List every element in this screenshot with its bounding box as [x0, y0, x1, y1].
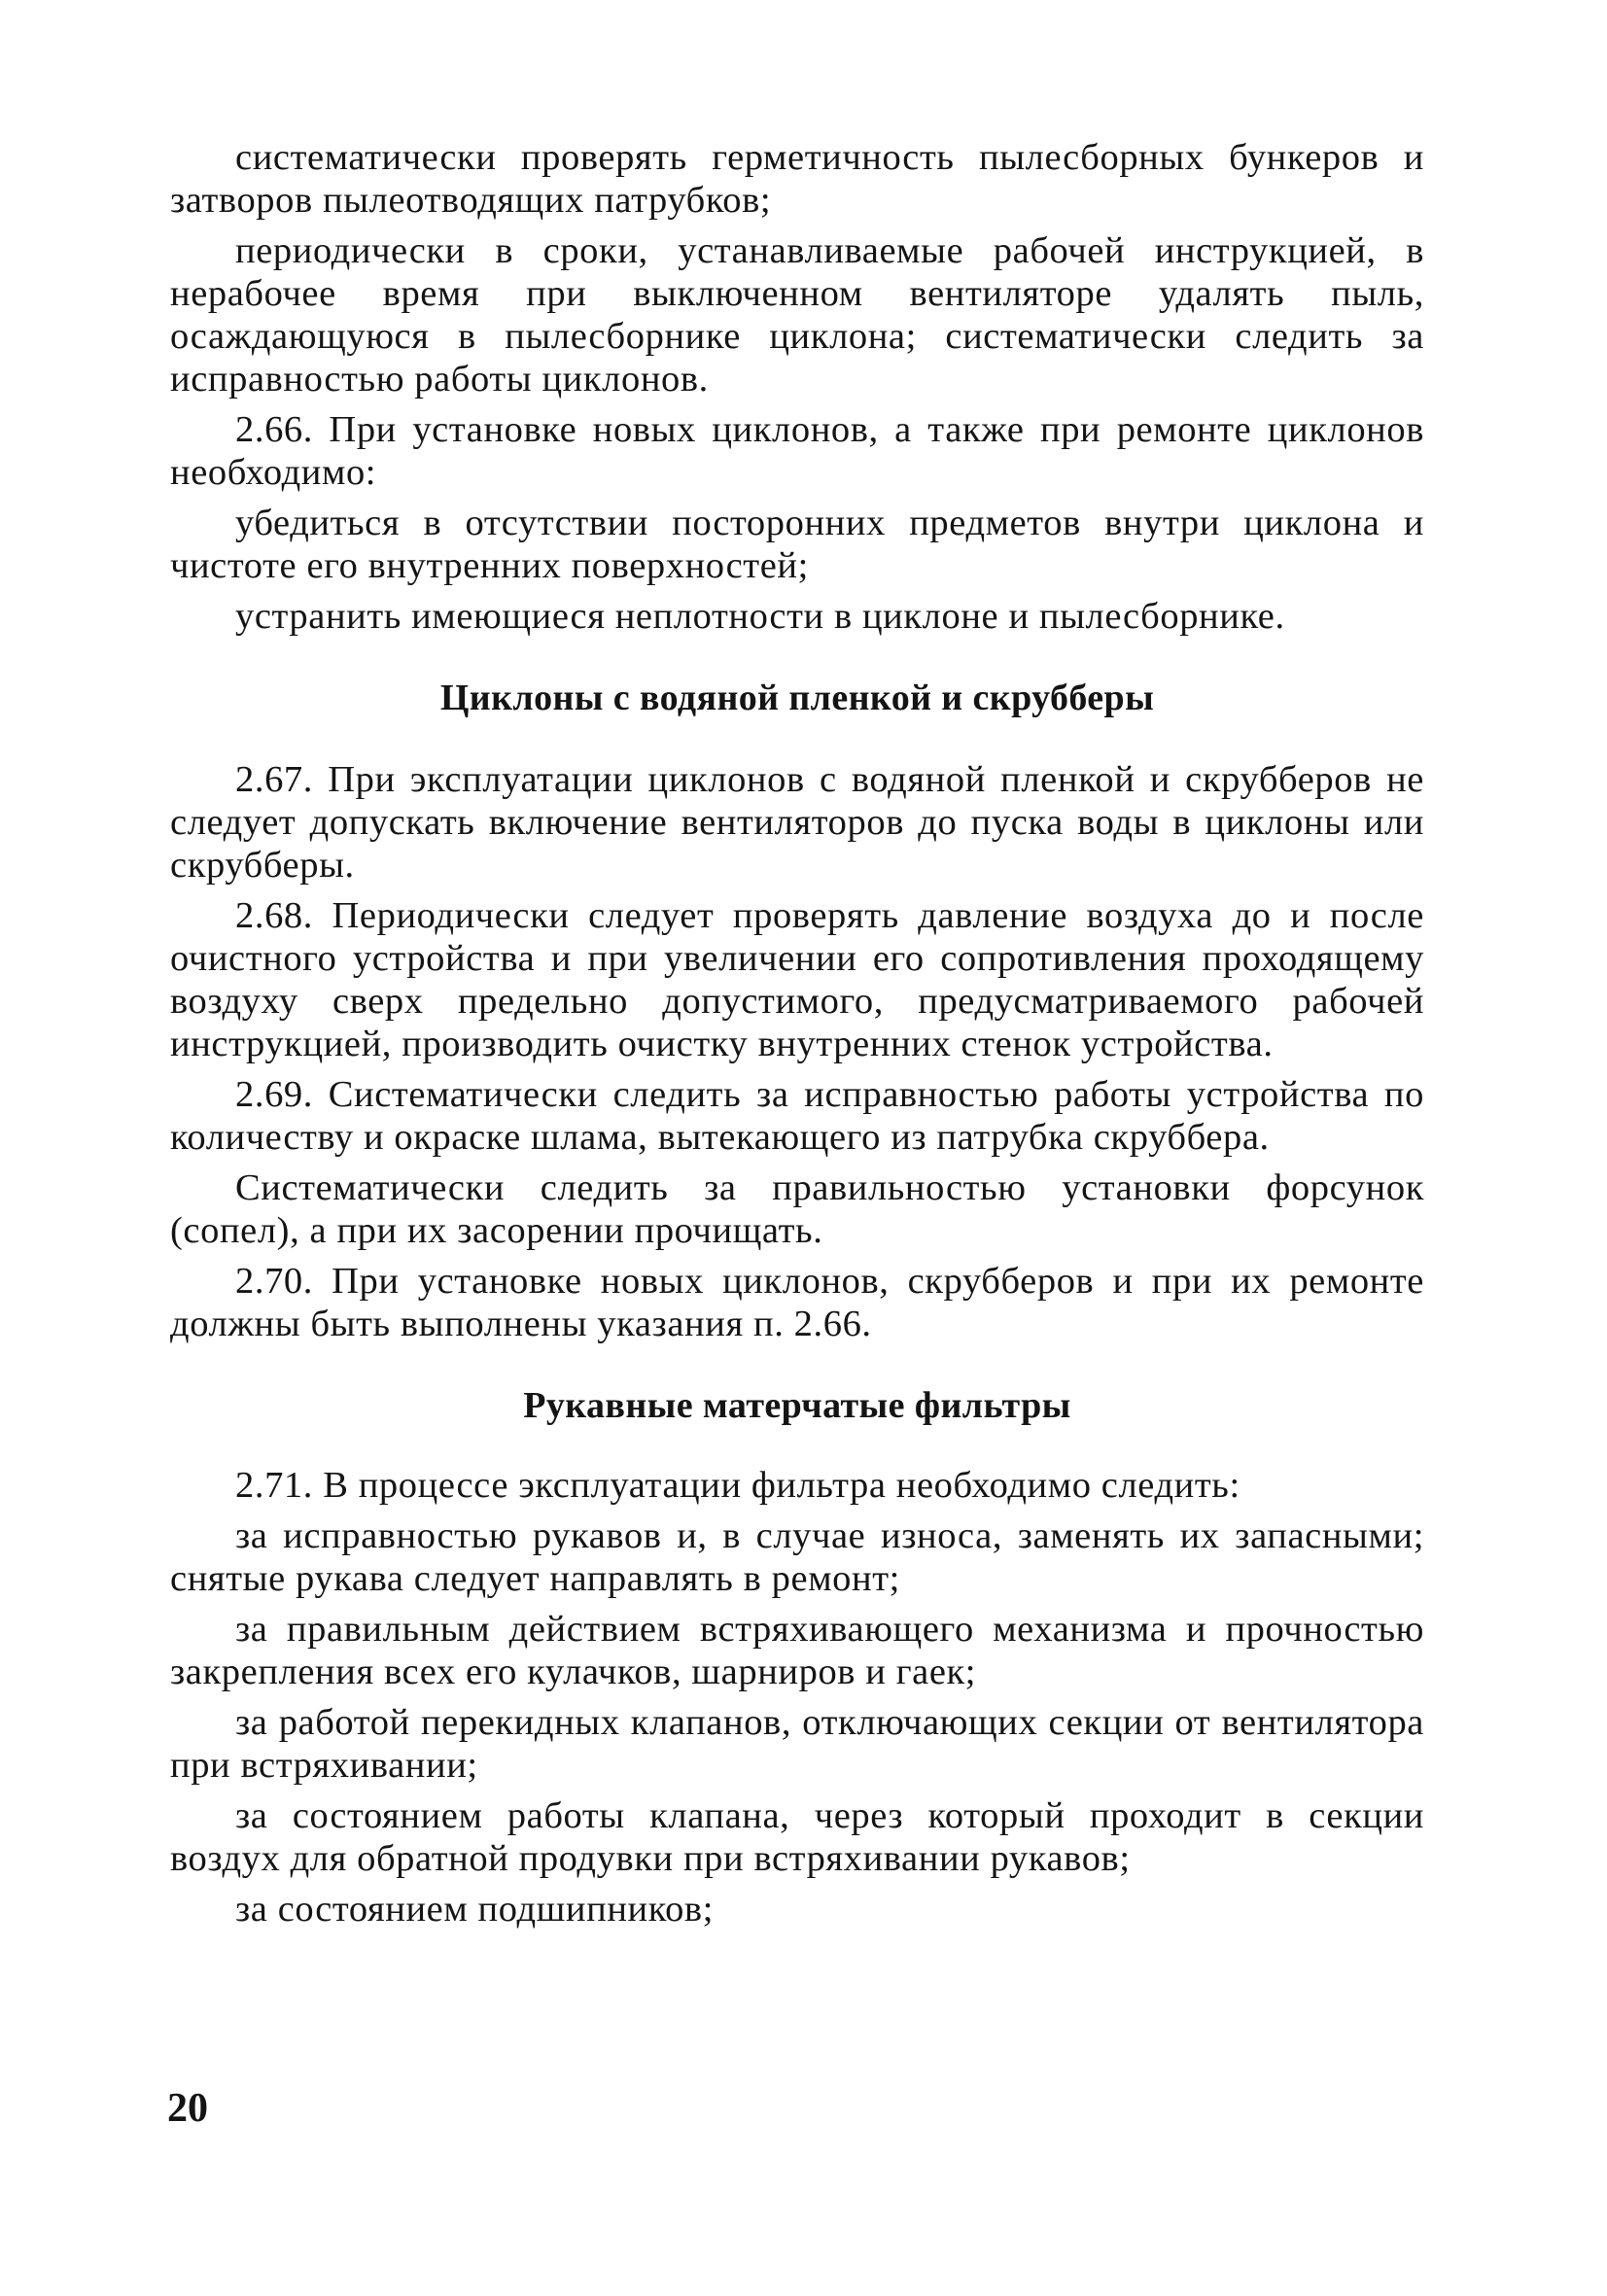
section-heading-bag-filters: Рукавные матерчатые фильтры	[523, 1385, 1071, 1426]
paragraph: Систематически следить за правильностью установки форсунок (сопел), а при их засорении прочищать.	[170, 1167, 1424, 1251]
paragraph: за работой перекидных клапанов, отключающих секции от вентилятора при встряхивании;	[170, 1702, 1424, 1786]
paragraph: за исправностью рукавов и, в случае износа, заменять их запасными; снятые рукава следует направлять в ремонт;	[170, 1515, 1424, 1599]
section-water-film-cyclones	[170, 758, 1424, 1345]
paragraph: за состоянием подшипников;	[235, 1889, 714, 1930]
paragraph: 2.68. Периодически следует проверять давление воздуха до и после очистного устройства и при увеличении его сопротивления проходящему воздуху сверх предельно допустимого, предусматриваемого рабочей инструкцией, производить очистку внутренних стенок устройства.	[170, 895, 1424, 1064]
paragraph: систематически проверять герметичность пылесборных бункеров и затворов пылеотводящих патрубков;	[170, 137, 1424, 221]
paragraph: 2.70. При установке новых циклонов, скрубберов и при их ремонте должны быть выполнены указания п. 2.66.	[170, 1261, 1424, 1344]
section-heading-water-film-cyclones: Циклоны с водяной пленкой и скрубберы	[439, 678, 1155, 718]
paragraph: убедиться в отсутствии посторонних предметов внутри циклона и чистоте его внутренних поверхностей;	[170, 503, 1424, 586]
section-cyclones-maintenance	[170, 136, 1424, 638]
paragraph: 2.67. При эксплуатации циклонов с водяной пленкой и скрубберов не следует допускать включение вентиляторов до пуска воды в циклоны или скрубберы.	[170, 759, 1424, 886]
paragraph: периодически в сроки, устанавливаемые рабочей инструкцией, в нерабочее время при выключенном вентиляторе удалять пыль, осаждающуюся в пылесборнике циклона; систематически следить за исправностью работы циклонов.	[170, 230, 1424, 400]
paragraph: за состоянием работы клапана, через который проходит в секции воздух для обратной продувки при встряхивании рукавов;	[170, 1795, 1424, 1879]
paragraph: 2.69. Систематически следить за исправностью работы устройства по количеству и окраске шлама, вытекающего из патрубка скруббера.	[170, 1074, 1424, 1158]
paragraph: 2.71. В процессе эксплуатации фильтра необходимо следить:	[235, 1465, 1240, 1506]
page-number: 20	[167, 2086, 208, 2131]
paragraph: 2.66. При установке новых циклонов, а также при ремонте циклонов необходимо:	[170, 409, 1424, 493]
page-body	[170, 136, 1424, 1938]
section-bag-filters	[170, 1464, 1424, 1931]
paragraph: устранить имеющиеся неплотности в циклоне и пылесборнике.	[235, 596, 1285, 637]
paragraph: за правильным действием встряхивающего механизма и прочностью закрепления всех его кулачков, шарниров и гаек;	[170, 1609, 1424, 1692]
